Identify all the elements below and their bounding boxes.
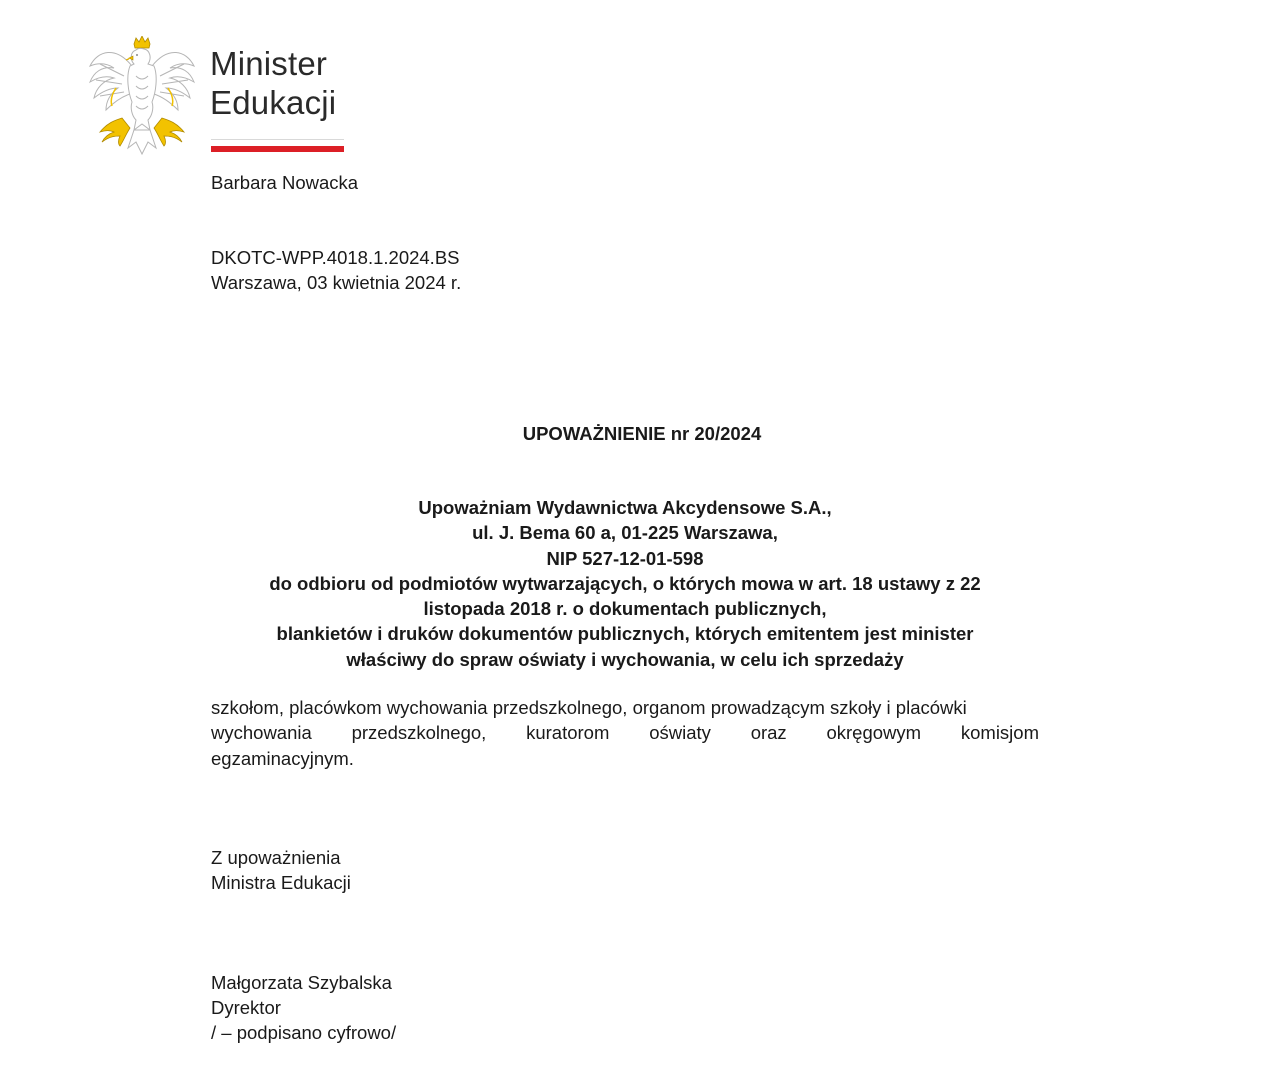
body-word: wychowania [211,722,312,744]
body-line-justified [211,720,1039,745]
body-word: przedszkolnego, [351,722,487,744]
authorization-line: do odbioru od podmiotów wytwarzających, o których mowa w art. 18 ustawy z 22 [269,572,981,594]
body-word: komisjom [960,722,1039,744]
body-word: oświaty [649,722,711,744]
authorization-line: blankietów i druków dokumentów publicznych, których emitentem jest minister [276,623,974,645]
polish-eagle-emblem-icon [86,36,198,156]
authorization-line: listopada 2018 r. o dokumentach publicznych, [423,598,827,620]
body-line: szkołom, placówkom wychowania przedszkolnego, organom prowadzącym szkoły i placówki [211,697,967,718]
reference-number: DKOTC-WPP.4018.1.2024.BS [211,247,460,268]
body-paragraph [211,695,1039,771]
place-date: Warszawa, 03 kwietnia 2024 r. [211,272,462,293]
closing-line2: Ministra Edukacji [211,872,351,893]
body-word: okręgowym [826,722,922,744]
flag-stripe [211,139,344,153]
minister-name: Barbara Nowacka [211,172,359,193]
ministry-name-line2: Edukacji [210,84,337,121]
authorization-block [211,495,1039,672]
signatory-name: Małgorzata Szybalska [211,972,392,993]
authorization-line: ul. J. Bema 60 a, 01-225 Warszawa, [472,522,778,544]
signatory-role: Dyrektor [211,997,281,1018]
ministry-name [210,44,336,122]
signature-note: / – podpisano cyfrowo/ [211,1022,397,1043]
authorization-line: Upoważniam Wydawnictwa Akcydensowe S.A., [418,497,832,518]
closing-line1: Z upoważnienia [211,847,341,868]
body-word: oraz [750,722,787,744]
document-title: UPOWAŻNIENIE nr 20/2024 [522,423,762,444]
body-line: egzaminacyjnym. [211,747,354,769]
body-word: kuratorom [526,722,610,744]
flag-stripe-red [211,146,344,152]
authorization-line: NIP 527-12-01-598 [546,547,704,569]
ministry-name-line1: Minister [210,45,328,82]
authorization-line: właściwy do spraw oświaty i wychowania, w celu ich sprzedaży [346,648,904,670]
flag-stripe-white [211,139,344,146]
